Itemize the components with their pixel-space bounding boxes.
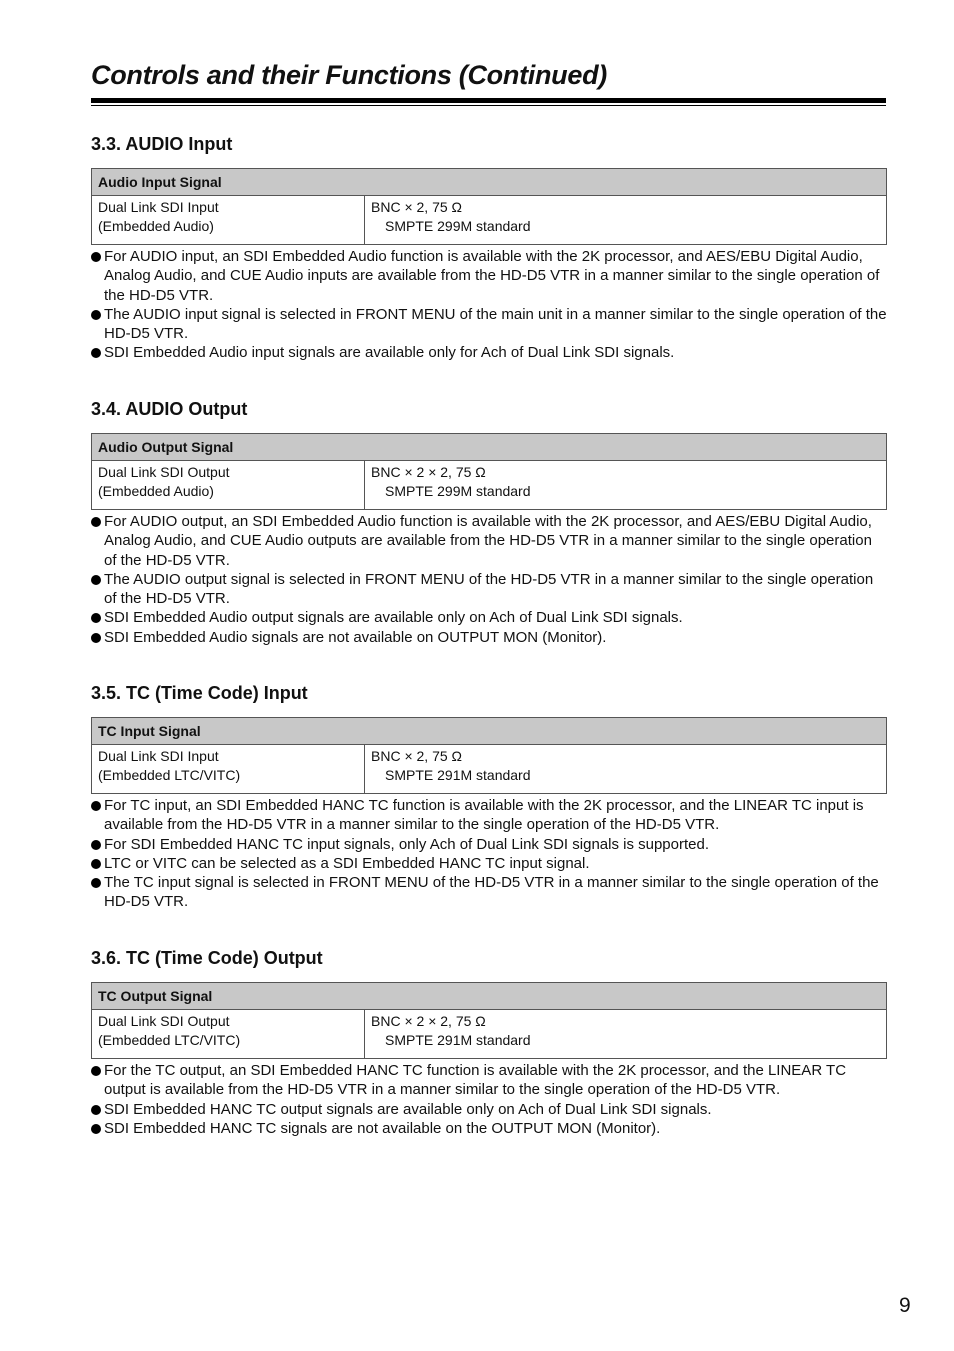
list-item: SDI Embedded Audio input signals are available only for Ach of Dual Link SDI signals. [91, 343, 887, 362]
list-item: For AUDIO output, an SDI Embedded Audio function is available with the 2K processor, and AES/EBU Digital Audio, Analog Audio, and CUE Audio outputs are available from the HD-D5 VTR in a manner similar to the single operation of the HD-D5 VTR. [91, 512, 887, 570]
table-header: TC Output Signal [92, 983, 887, 1010]
section-heading: 3.4. AUDIO Output [91, 399, 248, 419]
list-item: For TC input, an SDI Embedded HANC TC function is available with the 2K processor, and the LINEAR TC input is available from the HD-D5 VTR in a manner similar to the single operation of the HD-D5 VTR. [91, 796, 887, 835]
table-row [92, 1010, 887, 1059]
list-item: SDI Embedded Audio signals are not available on OUTPUT MON (Monitor). [91, 628, 887, 647]
section-heading: 3.5. TC (Time Code) Input [91, 683, 308, 703]
spec-table-audio-output [91, 433, 887, 510]
section-audio-output [91, 398, 887, 646]
table-cell-signal [92, 461, 365, 510]
signal-name: Dual Link SDI Output [98, 1013, 230, 1029]
table-row [92, 461, 887, 510]
table-cell-spec [365, 461, 887, 510]
spec-table-tc-input [91, 717, 887, 794]
standard-spec: SMPTE 291M standard [385, 767, 531, 783]
signal-detail: (Embedded Audio) [98, 483, 214, 499]
connector-spec: BNC × 2 × 2, 75 Ω [371, 464, 486, 480]
list-item: The TC input signal is selected in FRONT MENU of the HD-D5 VTR in a manner similar to the single operation of the HD-D5 VTR. [91, 873, 887, 912]
list-item: SDI Embedded HANC TC output signals are available only on Ach of Dual Link SDI signals. [91, 1100, 887, 1119]
standard-spec: SMPTE 291M standard [385, 1032, 531, 1048]
page-number: 9 [899, 1294, 911, 1317]
table-cell-signal [92, 745, 365, 794]
signal-name: Dual Link SDI Input [98, 199, 219, 215]
section-heading: 3.6. TC (Time Code) Output [91, 948, 323, 968]
table-row [92, 745, 887, 794]
standard-spec: SMPTE 299M standard [385, 218, 531, 234]
connector-spec: BNC × 2 × 2, 75 Ω [371, 1013, 486, 1029]
page-title: Controls and their Functions (Continued) [91, 60, 607, 90]
spec-table-audio-input [91, 168, 887, 245]
title-rule [91, 98, 886, 103]
table-row [92, 196, 887, 245]
spec-table-tc-output [91, 982, 887, 1059]
table-cell-signal [92, 1010, 365, 1059]
bullet-list [91, 796, 887, 912]
bullet-list [91, 1061, 887, 1138]
list-item: The AUDIO output signal is selected in FRONT MENU of the HD-D5 VTR in a manner similar to the single operation of the HD-D5 VTR. [91, 570, 887, 609]
list-item: SDI Embedded Audio output signals are available only on Ach of Dual Link SDI signals. [91, 608, 887, 627]
list-item: For SDI Embedded HANC TC input signals, only Ach of Dual Link SDI signals is supported. [91, 835, 887, 854]
signal-detail: (Embedded Audio) [98, 218, 214, 234]
signal-name: Dual Link SDI Output [98, 464, 230, 480]
table-cell-spec [365, 745, 887, 794]
section-audio-input [91, 133, 887, 362]
table-header: Audio Input Signal [92, 169, 887, 196]
connector-spec: BNC × 2, 75 Ω [371, 748, 463, 764]
signal-detail: (Embedded LTC/VITC) [98, 767, 241, 783]
title-rule-thin [91, 105, 886, 106]
bullet-list [91, 512, 887, 647]
section-heading: 3.3. AUDIO Input [91, 134, 233, 154]
table-cell-signal [92, 196, 365, 245]
signal-name: Dual Link SDI Input [98, 748, 219, 764]
list-item: The AUDIO input signal is selected in FRONT MENU of the main unit in a manner similar to the single operation of the HD-D5 VTR. [91, 305, 887, 344]
connector-spec: BNC × 2, 75 Ω [371, 199, 463, 215]
section-tc-input [91, 682, 887, 911]
table-header: TC Input Signal [92, 718, 887, 745]
signal-detail: (Embedded LTC/VITC) [98, 1032, 241, 1048]
list-item: LTC or VITC can be selected as a SDI Embedded HANC TC input signal. [91, 854, 887, 873]
list-item: For AUDIO input, an SDI Embedded Audio function is available with the 2K processor, and AES/EBU Digital Audio, Analog Audio, and CUE Audio inputs are available from the HD-D5 VTR in a manner similar to the single operation of the HD-D5 VTR. [91, 247, 887, 305]
list-item: SDI Embedded HANC TC signals are not available on the OUTPUT MON (Monitor). [91, 1119, 887, 1138]
table-cell-spec [365, 196, 887, 245]
bullet-list [91, 247, 887, 363]
table-cell-spec [365, 1010, 887, 1059]
list-item: For the TC output, an SDI Embedded HANC TC function is available with the 2K processor, and the LINEAR TC output is available from the HD-D5 VTR in a manner similar to the single operation of the HD-D5 VTR. [91, 1061, 887, 1100]
standard-spec: SMPTE 299M standard [385, 483, 531, 499]
table-header: Audio Output Signal [92, 434, 887, 461]
section-tc-output [91, 947, 887, 1137]
